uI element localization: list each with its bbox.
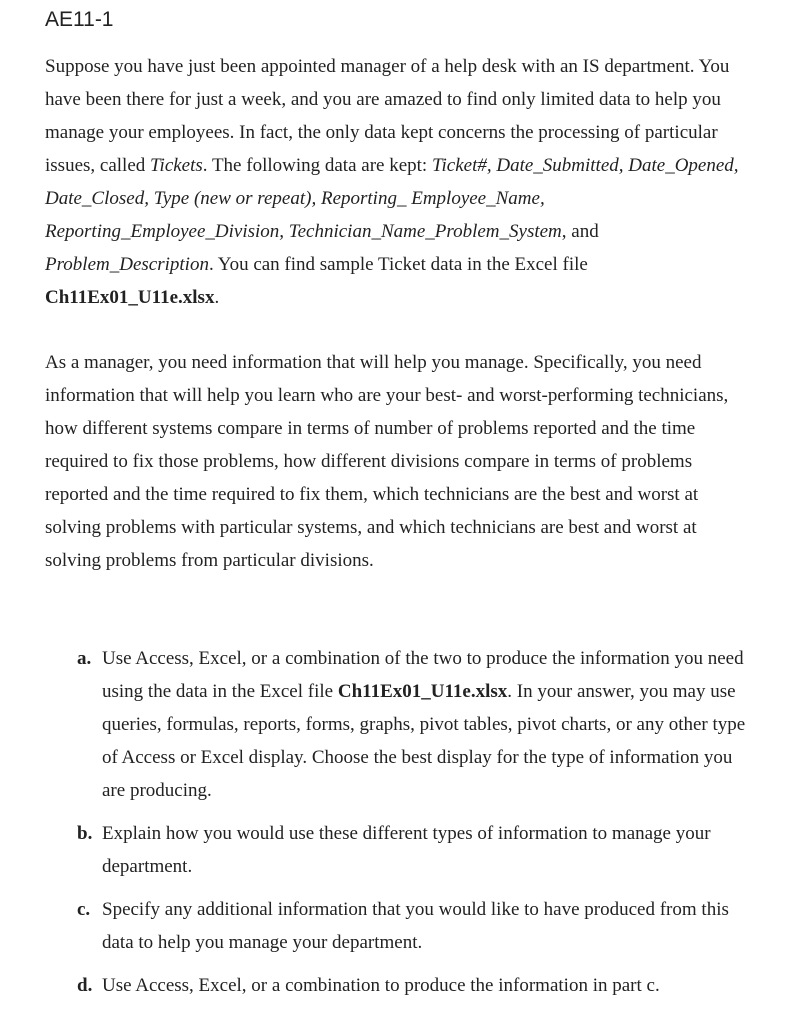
question-a-text-2: . In your answer, you may use queries, formulas, reports, forms, graphs, pivot tables, pivot charts, or any other type of Access or Excel display. Choose the best display for the type of information you are producing. [102,681,746,801]
excel-file-name: Ch11Ex01_U11e.xlsx [45,287,215,308]
problem-description-field: Problem_Description [45,254,209,275]
manager-paragraph: As a manager, you need information that will help you manage. Specifically, you need information that will help you learn who are your best- and worst-performing technicians, how different systems compare in terms of number of problems reported and the time required to fix those problems, how different divisions compare in terms of problems reported and the time required to fix them, which technicians are the best and worst at solving problems with particular systems, and which technicians are best and worst at solving problems from particular divisions. [45,352,729,571]
question-b-letter: b. [77,823,93,844]
exercise-title: AE11-1 [45,8,114,31]
question-list [0,642,806,1012]
intro-paragraph [45,50,745,314]
question-a-file-name: Ch11Ex01_U11e.xlsx [337,681,508,702]
intro-text-2: . The following data are kept: [202,155,432,176]
question-a-text-1: Use Access, Excel, or a combination of the two to produce the information you need using the data in the Excel file [102,648,744,702]
tickets-term: Tickets [150,155,203,176]
intro-text-1: Suppose you have just been appointed manager of a help desk with an IS department. You have been there for just a week, and you are amazed to find only limited data to help you manage your employees. In fact, the only data kept concerns the processing of particular issues, called [45,56,730,176]
question-a-letter: a. [77,648,92,669]
data-field-list: Ticket#, Date_Submitted, Date_Opened, Date_Closed, Type (new or repeat), Reporting_ Employee_Name, Reporting_Employee_Division, Technician_Name_Problem_System [45,155,739,242]
intro-text-4: . You can find sample Ticket data in the Excel file [208,254,588,275]
question-b [0,817,747,883]
question-a [0,642,747,807]
question-d-letter: d. [77,975,93,996]
intro-text-5: . [214,287,220,308]
question-c-text: Specify any additional information that you would like to have produced from this data to help you manage your department. [102,899,729,953]
intro-text-3: , and [561,221,599,242]
question-d [0,969,747,1002]
question-c-letter: c. [77,899,91,920]
question-d-text: Use Access, Excel, or a combination to produce the information in part c. [102,975,660,996]
question-c [0,893,747,959]
question-b-text: Explain how you would use these different types of information to manage your department. [102,823,711,877]
